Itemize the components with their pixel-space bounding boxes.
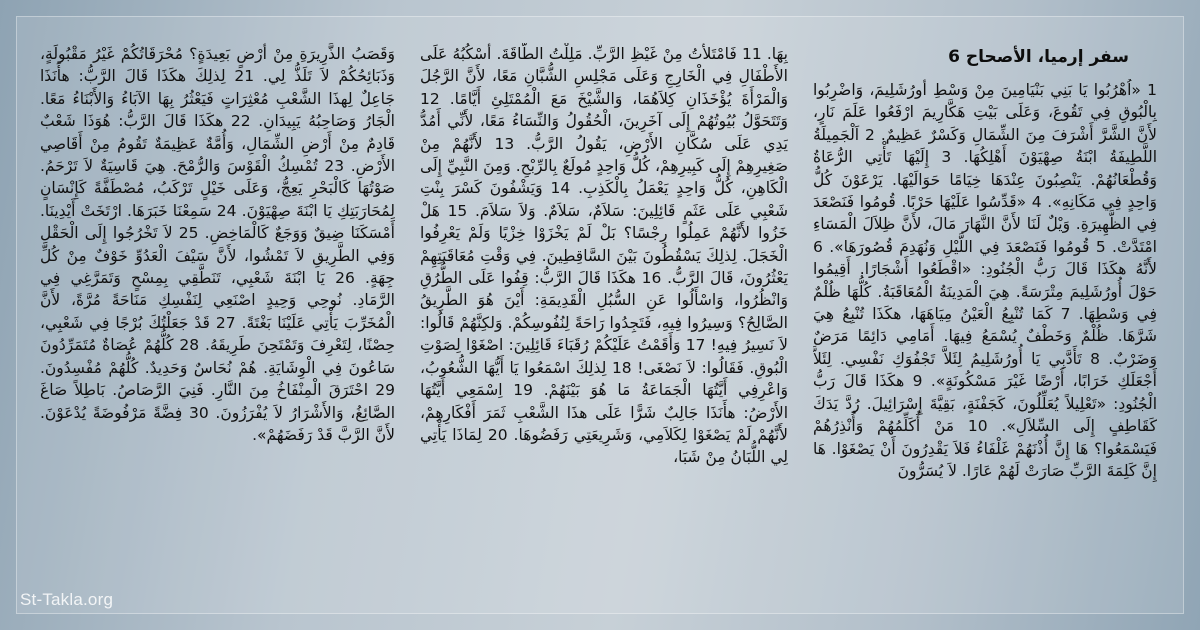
text-column-left: وَقَصَبُ الذَّرِيرَةِ مِنْ أَرْضٍ بَعِيدَةٍ؟ مُحْرَقَاتُكُمْ غَيْرُ مَقْبُولَةٍ، وَذَبَائِحُكُمْ لاَ تَلَذُّ لِي. 21 لِذلِكَ هكَذَا قَالَ الرَّبُّ: هأَنَذَا جَاعِلٌ لِهذَا الشَّعْبِ مُعْثِرَاتٍ فَيَعْثُرُ بِهَا الآبَاءُ وَالأَبْنَاءُ مَعًا. الْجَارُ وَصَاحِبُهُ يَبِيدَانِ. 22 هكَذَا قَالَ الرَّبُّ: هُوَذَا شَعْبٌ قَادِمٌ مِنْ أَرْضِ الشِّمَالِ، وَأُمَّةٌ عَظِيمَةٌ تَقُومُ مِنْ أَقَاصِي الأَرْضِ. 23 تُمْسِكُ الْقَوْسَ وَالرُّمْحَ. هِيَ قَاسِيَةٌ لاَ تَرْحَمُ. صَوْتُهَا كَالْبَحْرِ يَعِجُّ، وَعَلَى خَيْلٍ تَرْكَبُ، مُصْطَفَّةً كَإِنْسَانٍ لِمُحَارَبَتِكِ يَا ابْنَةَ صِهْيَوْنَ. 24 سَمِعْنَا خَبَرَهَا. ارْتَخَتْ أَيْدِينَا. أَمْسَكَنَا ضِيقٌ وَوَجَعٌ كَالْمَاخِضِ. 25 لاَ تَخْرُجُوا إِلَى الْحَقْلِ وَفِي الطَّرِيقِ لاَ تَمْشُوا، لأَنَّ سَيْفَ الْعَدُوِّ خَوْفٌ مِنْ كُلِّ جِهَةٍ. 26 يَا ابْنَةَ شَعْبِي، تَنَطَّقِي بِمِسْحٍ وَتَمَرَّغِي فِي الرَّمَادِ. نُوحِي وَحِيدٍ اصْنَعِي لِنَفْسِكِ مَنَاحَةً مُرَّةً، لأَنَّ الْمُخَرِّبَ يَأْتِي عَلَيْنَا بَغْتَةً. 27 قَدْ جَعَلْتُكَ بُرْجًا فِي شَعْبِي، حِصْنًا، لِتَعْرِفَ وَتَمْتَحِنَ طَرِيقَهُ. 28 كُلُّهُمْ عُصَاةٌ مُتَمَرِّدُونَ سَاعُونَ فِي الْوِشَايَةِ. هُمْ نُحَاسٌ وَحَدِيدٌ. كُلُّهُمْ مُفْسِدُونَ. 29 احْتَرَقَ الْمِنْفَاخُ مِنَ النَّارِ. فَنِيَ الرَّصَاصُ. بَاطِلاً صَاغَ الصَّائِغُ، وَالأَشْرَارُ لاَ يُفْرَزُونَ. 30 فِضَّةً مَرْفُوضَةً يُدْعَوْنَ. لأَنَّ الرَّبَّ قَدْ رَفَضَهُمْ».	[40, 45, 395, 444]
scripture-card	[16, 16, 1184, 614]
chapter-title: سفر إرميا، الأصحاح 6	[948, 47, 1129, 67]
site-watermark: St-Takla.org	[20, 590, 114, 609]
text-column-right: 1 «اُهْرُبُوا يَا بَنِي بَنْيَامِينَ مِنْ وَسْطِ أُورُشَلِيمَ، وَاضْرِبُوا بِالْبُوقِ فِي تَقُوعَ، وَعَلَى بَيْتِ هَكَّارِيمَ ارْفَعُوا عَلَمَ نَارٍ، لأَنَّ الشَّرَّ أَشْرَفَ مِنَ الشِّمَالِ وَكَسْرٌ عَظِيمٌ. 2 اَلْجَمِيلَةُ اللَّطِيفَةُ ابْنَةُ صِهْيَوْنَ أَهْلِكُهَا. 3 إِلَيْهَا تَأْتِي الرُّعَاةُ وَقُطْعَانُهُمْ. يَنْصِبُونَ عِنْدَهَا خِيَامًا حَوَالَيْهَا. يَرْعَوْنَ كُلُّ وَاحِدٍ فِي مَكَانِهِ». 4 «قَدِّسُوا عَلَيْهَا حَرْبًا. قُومُوا فَنَصْعَدَ فِي الظَّهِيرَةِ. وَيْلٌ لَنَا لأَنَّ النَّهَارَ مَالَ، لأَنَّ ظِلاَلَ الْمَسَاءِ امْتَدَّتْ. 5 قُومُوا فَنَصْعَدَ فِي اللَّيْلِ وَنُهَدِمَ قُصُورَهَا». 6 لأَنَّهُ هكَذَا قَالَ رَبُّ الْجُنُودِ: «اقْطَعُوا أَشْجَارًا. أَقِيمُوا حَوْلَ أُورُشَلِيمَ مِتْرَسَةً. هِيَ الْمَدِينَةُ الْمُعَاقَبَةُ. كُلُّهَا ظُلْمٌ فِي وَسْطِهَا. 7 كَمَا تُنْبِعُ الْعَيْنُ مِيَاهَهَا، هكَذَا تُنْبِعُ هِيَ شَرَّهَا. ظُلْمٌ وَخَطْفٌ يُسْمَعُ فِيهَا. أَمَامِي دَائِمًا مَرَضٌ وَضَرْبٌ. 8 تَأَدَّبِي يَا أُورُشَلِيمُ لِئَلاَّ تَجْفُوَكِ نَفْسِي. لِئَلاَّ أَجْعَلَكِ خَرَابًا، أَرْضًا غَيْرَ مَسْكُونَةٍ». 9 هكَذَا قَالَ رَبُّ الْجُنُودِ: «تَعْلِيلاً يُعَلِّلُونَ، كَجَفْنَةٍ، بَقِيَّةَ إِسْرَائِيلَ. رُدَّ يَدَكَ كَقَاطِفٍ إِلَى السِّلاَلِ». 10 مَنْ أُكَلِّمُهُمْ وَأُنْذِرُهُمْ فَيَسْمَعُوا؟ هَا إِنَّ أُذْنَهُمْ غَلْفَاءُ فَلاَ يَقْدِرُونَ أَنْ يَصْغَوْا. هَا إِنَّ كَلِمَةَ الرَّبِّ صَارَتْ لَهُمْ عَارًا. لاَ يُسَرُّونَ	[813, 81, 1157, 480]
text-column-middle: بِهَا. 11 فَامْتَلأْتُ مِنْ غَيْظِ الرَّبِّ. مَلِلْتُ الطَّاقَةَ. أُسْكُبُهُ عَلَى الأَطْفَالِ فِي الْخَارِجِ وَعَلَى مَجْلِسِ الشُّبَّانِ مَعًا، لأَنَّ الرَّجُلَ وَالْمَرْأَةَ يُؤْخَذَانِ كِلاَهُمَا، وَالشَّيْخَ مَعَ الْمُمْتَلِئِ أَيَّامًا. 12 وَتَتَحَوَّلُ بُيُوتُهُمْ إِلَى آخَرِينَ، الْحُقُولُ وَالنِّسَاءُ مَعًا، لأَنِّي أَمُدُّ يَدِي عَلَى سُكَّانِ الأَرْضِ، يَقُولُ الرَّبُّ. 13 لأَنَّهُمْ مِنْ صَغِيرِهِمْ إِلَى كَبِيرِهِمْ، كُلُّ وَاحِدٍ مُولَعٌ بِالرِّبْحِ. وَمِنَ النَّبِيِّ إِلَى الْكَاهِنِ، كُلُّ وَاحِدٍ يَعْمَلُ بِالْكَذِبِ. 14 وَيَشْفُونَ كَسْرَ بِنْتِ شَعْبِي عَلَى عَثَمٍ قَائِلِينَ: سَلاَمٌ، سَلاَمٌ. وَلاَ سَلاَمَ. 15 هَلْ خَزُوا لأَنَّهُمْ عَمِلُوا رِجْسًا؟ بَلْ لَمْ يَخْزَوْا خِزْيًا وَلَمْ يَعْرِفُوا الْخَجَلَ. لِذلِكَ يَسْقُطُونَ بَيْنَ السَّاقِطِينَ. فِي وَقْتِ مُعَاقَبَتِهِمْ يَعْثُرُونَ، قَالَ الرَّبُّ. 16 هكَذَا قَالَ الرَّبُّ: قِفُوا عَلَى الطُّرُقِ وَانْظُرُوا، وَاسْأَلُوا عَنِ السُّبُلِ الْقَدِيمَةِ: أَيْنَ هُوَ الطَّرِيقُ الصَّالِحُ؟ وَسِيرُوا فِيهِ، فَتَجِدُوا رَاحَةً لِنُفُوسِكُمْ. وَلكِنَّهُمْ قَالُوا: لاَ نَسِيرُ فِيهِ! 17 وَأَقَمْتُ عَلَيْكُمْ رُقَبَاءَ قَائِلِينَ: اصْغَوْا لِصَوْتِ الْبُوقِ. فَقَالُوا: لاَ نَصْغَى! 18 لِذلِكَ اسْمَعُوا يَا أَيُّهَا الشُّعُوبُ، وَاعْرِفِي أَيَّتُهَا الْجَمَاعَةُ مَا هُوَ بَيْنَهُمْ. 19 اِسْمَعِي أَيَّتُهَا الأَرْضُ: هأَنَذَا جَالِبٌ شَرًّا عَلَى هذَا الشَّعْبِ ثَمَرَ أَفْكَارِهِمْ، لأَنَّهُمْ لَمْ يَصْغَوْا لِكَلاَمِي، وَشَرِيعَتِي رَفَضُوهَا. 20 لِمَاذَا يَأْتِي لِي اللُّبَانُ مِنْ شَبَا،	[420, 45, 788, 467]
